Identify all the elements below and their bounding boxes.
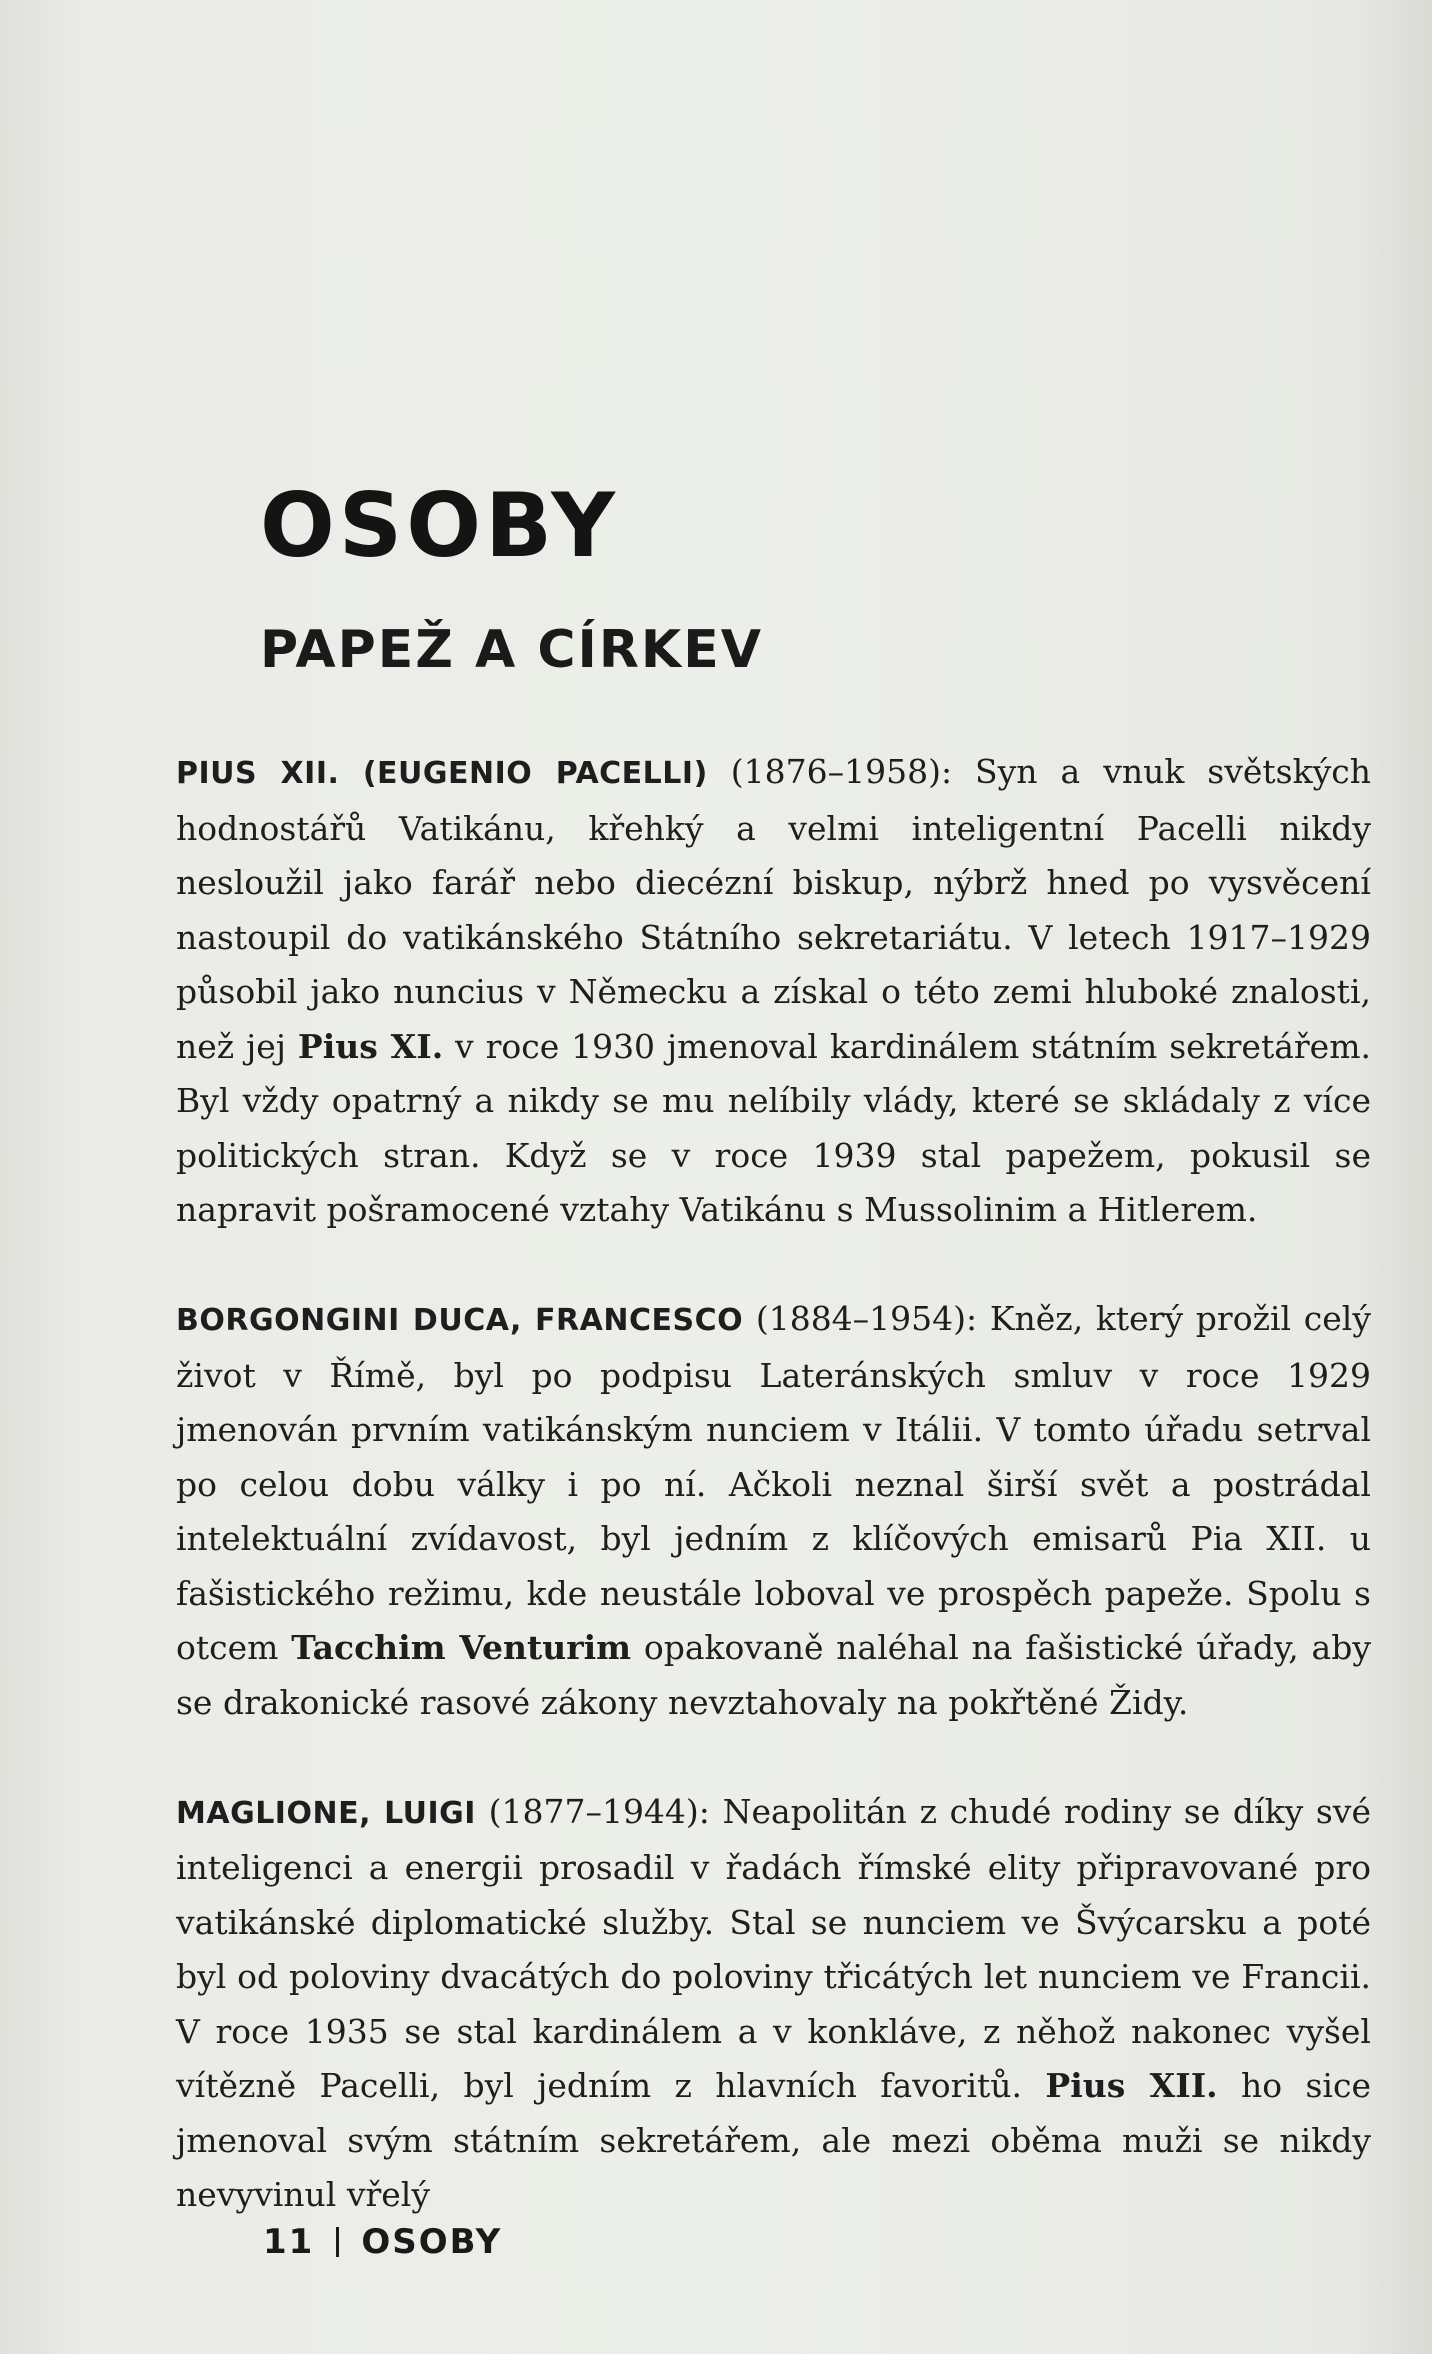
page-footer [263, 2222, 502, 2262]
entry-text: ho sice jmenoval svým státním sekretářem, ale mezi oběma muži se nikdy nevyvinul vřelý [176, 2066, 1371, 2214]
cross-reference: Tacchim Venturim [291, 1628, 632, 1667]
chapter-heading: OSOBY [260, 474, 619, 577]
entry-text: v roce 1930 jmenoval kardinálem státním sekretářem. Byl vždy opatrný a nikdy se mu nelíbily vlády, které se skládaly z více politických stran. Když se v roce 1939 stal papežem, pokusil se napravit pošramocené vztahy Vatikánu s Mussolinim a Hitlerem. [176, 1026, 1371, 1229]
entry-name: MAGLIONE, LUIGI [176, 1795, 476, 1831]
footer-divider [336, 2227, 339, 2257]
entry-text: (1876–1958): Syn a vnuk světských hodnostářů Vatikánu, křehký a velmi inteligentní Pacelli nikdy nesloužil jako farář nebo diecézní biskup, nýbrž hned po vysvěcení nastoupil do vatikánského Státního sekretariátu. V letech 1917–1929 působil jako nuncius v Německu a získal o této zemi hluboké znalosti, než jej [176, 752, 1371, 1066]
entry-maglione [176, 1785, 1371, 2223]
entry-text: (1877–1944): Neapolitán z chudé rodiny se díky své inteligenci a energii prosadil v řadách římské elity připravované pro vatikánské diplomatické služby. Stal se nunciem ve Švýcarsku a poté byl od poloviny dvacátých do poloviny třicátých let nunciem ve Francii. V roce 1935 se stal kardinálem a v konkláve, z něhož nakonec vyšel vítězně Pacelli, byl jedním z hlavních favoritů. [176, 1791, 1371, 2105]
section-subheading: PAPEŽ A CÍRKEV [260, 620, 763, 680]
footer-section: OSOBY [361, 2222, 503, 2262]
entry-text: (1884–1954): Kněz, který prožil celý život v Římě, byl po podpisu Lateránských smluv v roce 1929 jmenován prvním vatikánským nunciem v Itálii. V tomto úřadu setrval po celou dobu války i po ní. Ačkoli neznal širší svět a postrádal intelektuální zvídavost, byl jedním z klíčových emisarů Pia XII. u fašistického režimu, kde neustále loboval ve prospěch papeže. Spolu s otcem [176, 1299, 1371, 1667]
entry-borgongini-duca [176, 1292, 1371, 1730]
entry-name: PIUS XII. (EUGENIO PACELLI) [176, 756, 708, 791]
entry-name: BORGONGINI DUCA, FRANCESCO [176, 1303, 744, 1338]
page-number: 11 [263, 2222, 315, 2262]
entry-pius-xii [176, 745, 1371, 1238]
entries-body [176, 745, 1371, 2277]
entry-text: opakovaně naléhal na fašistické úřady, aby se drakonické rasové zákony nevztahovaly na pokřtěné Židy. [176, 1628, 1371, 1722]
cross-reference: Pius XI. [297, 1026, 444, 1066]
cross-reference: Pius XII. [1045, 2066, 1218, 2105]
